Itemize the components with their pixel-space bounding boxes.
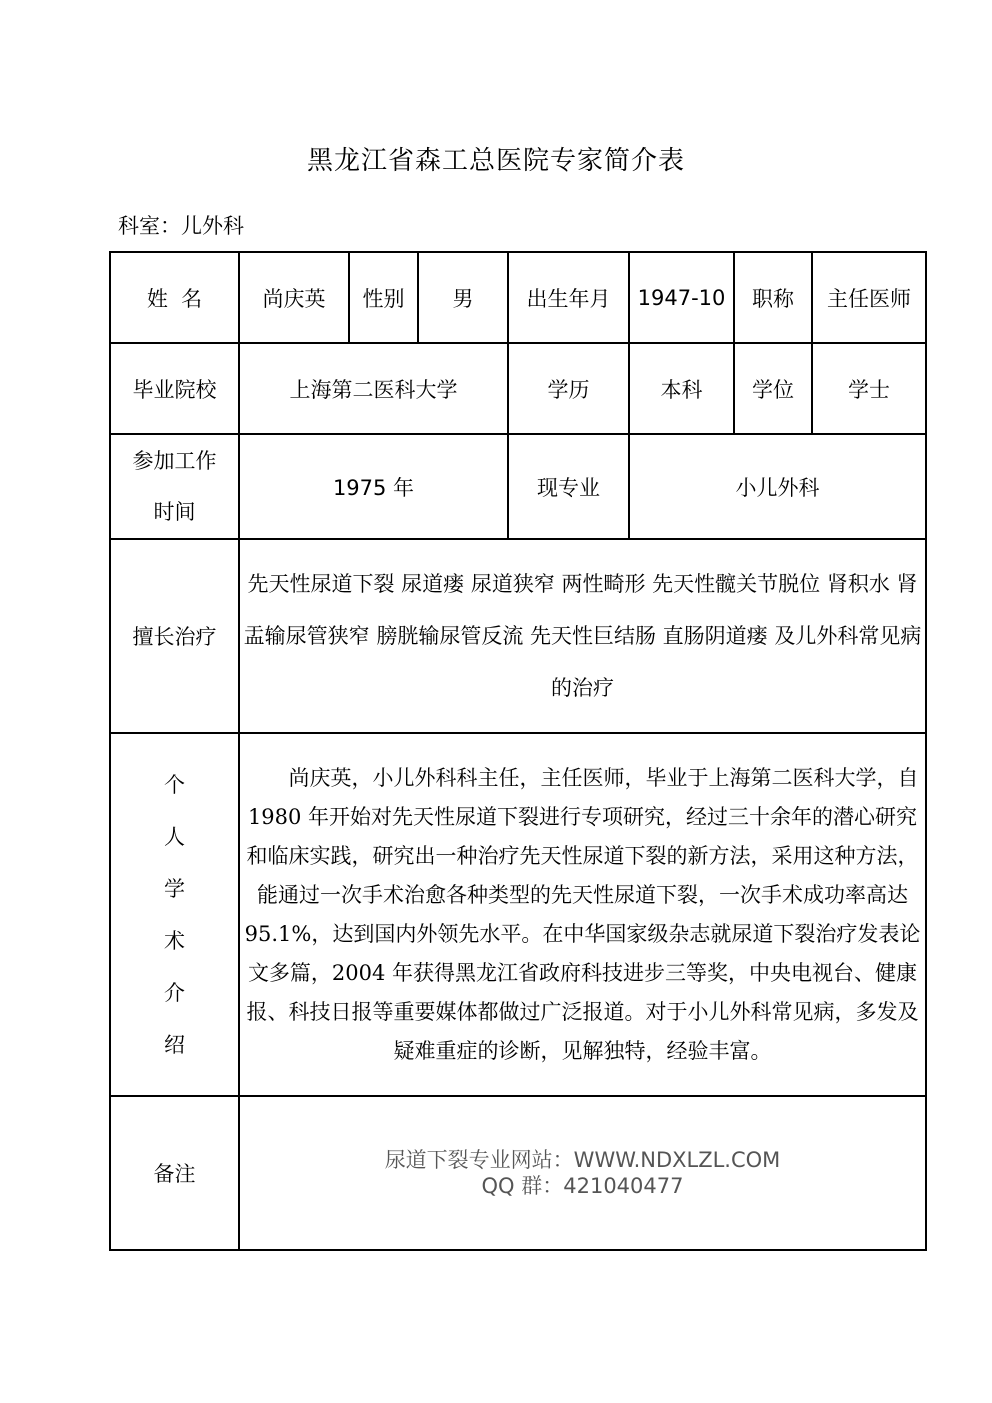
remarks-content (239, 1096, 926, 1250)
name-value: 尚庆英 (239, 252, 349, 343)
row-academic-intro (110, 733, 926, 1096)
birth-value: 1947-10 (629, 252, 734, 343)
qq-group-line: QQ 群：421040477 (481, 1174, 684, 1198)
school-label: 毕业院校 (110, 343, 239, 434)
row-education (110, 343, 926, 434)
degree-value: 学士 (812, 343, 926, 434)
row-remarks (110, 1096, 926, 1250)
intro-label-char: 介 (164, 980, 185, 1005)
name-label: 姓 名 (110, 252, 239, 343)
school-value: 上海第二医科大学 (239, 343, 508, 434)
work-start-label-line2: 时间 (153, 499, 196, 524)
expert-profile-table (109, 251, 927, 1251)
row-basic-info (110, 252, 926, 343)
specialty-label: 擅长治疗 (110, 539, 239, 733)
intro-label-char: 绍 (164, 1032, 185, 1057)
page-title: 黑龙江省森工总医院专家简介表 (306, 146, 685, 176)
degree-label: 学位 (734, 343, 812, 434)
intro-label-char: 术 (164, 928, 185, 953)
job-title-value: 主任医师 (812, 252, 926, 343)
job-title-label: 职称 (734, 252, 812, 343)
gender-label: 性别 (349, 252, 418, 343)
major-value: 小儿外科 (629, 434, 926, 539)
work-start-label (110, 434, 239, 539)
intro-label-char: 个 (164, 772, 185, 797)
academic-intro-label (110, 733, 239, 1096)
row-specialty (110, 539, 926, 733)
department-label: 科室：儿外科 (118, 214, 244, 238)
education-value: 本科 (629, 343, 734, 434)
row-work (110, 434, 926, 539)
website-line: 尿道下裂专业网站：WWW.NDXLZL.COM (384, 1148, 781, 1172)
gender-value: 男 (418, 252, 508, 343)
intro-label-char: 学 (164, 876, 185, 901)
remarks-label: 备注 (110, 1096, 239, 1250)
education-label: 学历 (508, 343, 629, 434)
major-label: 现专业 (508, 434, 629, 539)
work-start-value: 1975 年 (239, 434, 508, 539)
intro-label-char: 人 (164, 824, 185, 849)
academic-intro-text: 尚庆英，小儿外科科主任，主任医师，毕业于上海第二医科大学，自 1980 年开始对先天性尿道下裂进行专项研究，经过三十余年的潜心研究和临床实践，研究出一种治疗先天性尿道下裂的新方法，采用这种方法，能通过一次手术治愈各种类型的先天性尿道下裂，一次手术成功率高达 95.1%，达到国内外领先水平。在中华国家级杂志就尿道下裂治疗发表论文多篇，2004 年获得黑龙江省政府科技进步三等奖，中央电视台、健康报、科技日报等重要媒体都做过广泛报道。对于小儿外科常见病，多发及疑难重症的诊断，见解独特，经验丰富。 (239, 733, 926, 1096)
birth-label: 出生年月 (508, 252, 629, 343)
specialty-text: 先天性尿道下裂 尿道瘘 尿道狭窄 两性畸形 先天性髋关节脱位 肾积水 肾盂输尿管狭窄 膀胱输尿管反流 先天性巨结肠 直肠阴道瘘 及儿外科常见病的治疗 (239, 539, 926, 733)
work-start-label-line1: 参加工作 (132, 448, 217, 473)
